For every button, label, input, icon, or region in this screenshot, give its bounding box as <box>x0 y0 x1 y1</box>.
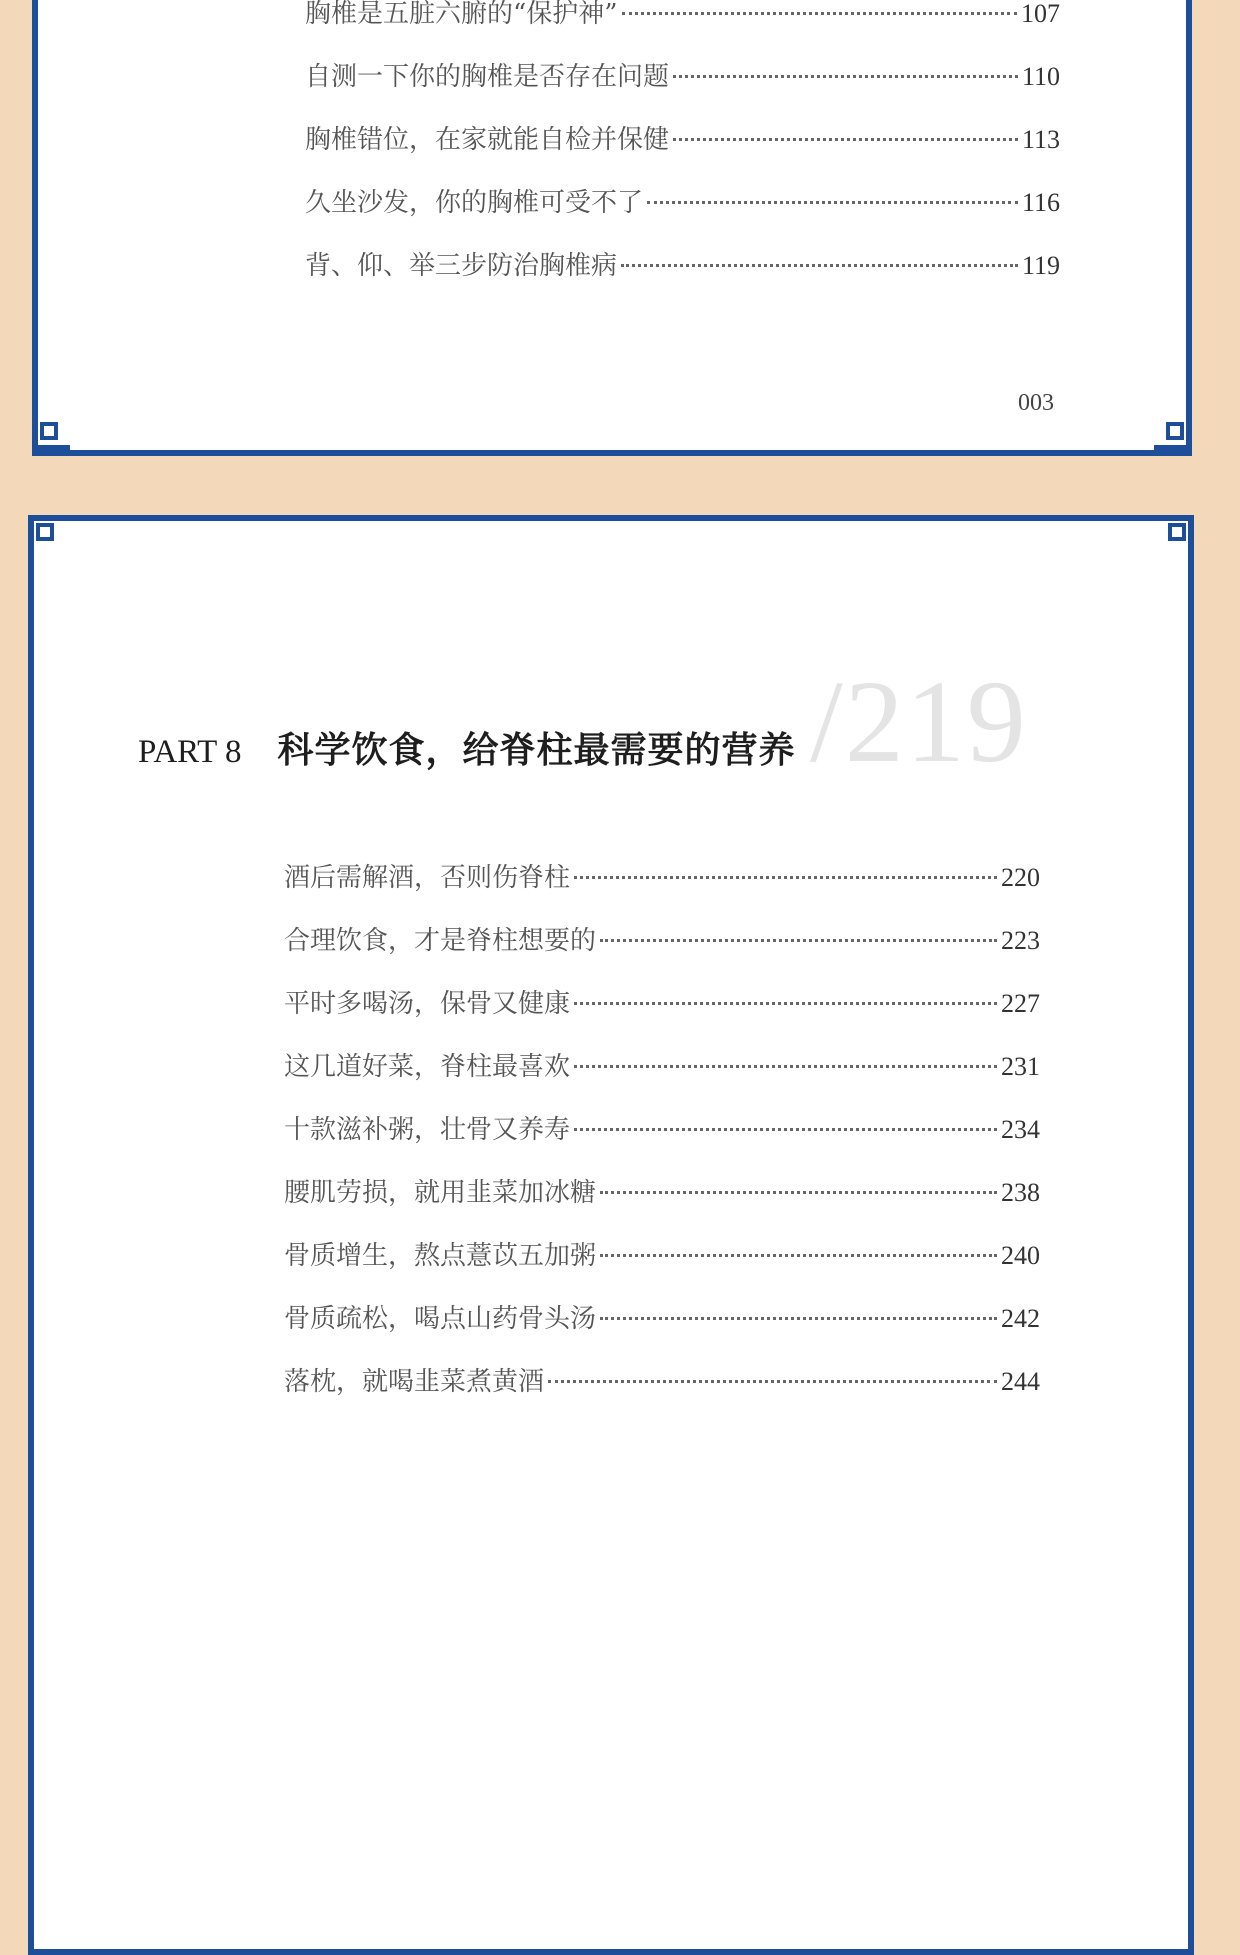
dot-leader <box>548 1380 997 1383</box>
toc-entry-page: 119 <box>1021 251 1060 280</box>
dot-leader <box>673 75 1018 78</box>
dot-leader <box>621 264 1018 267</box>
toc-entry[interactable] <box>284 1049 1040 1085</box>
dot-leader <box>574 1128 997 1131</box>
toc-entry-title: 平时多喝汤，保骨又健康 <box>284 989 571 1019</box>
toc-entry-title: 合理饮食，才是脊柱想要的 <box>284 926 597 956</box>
toc-entry[interactable] <box>284 1364 1040 1400</box>
part-title: 科学饮食，给脊柱最需要的营养 <box>277 729 796 771</box>
corner-ornament-bottom-left <box>32 410 72 450</box>
dot-leader <box>574 1065 997 1068</box>
corner-ornament-top-right <box>1154 515 1194 555</box>
dot-leader <box>574 1002 997 1005</box>
toc-entry-page: 234 <box>1001 1115 1040 1144</box>
toc-entry[interactable] <box>284 986 1040 1022</box>
toc-entry[interactable] <box>305 0 1060 32</box>
toc-entry[interactable] <box>284 860 1040 896</box>
toc-entry-title: 胸椎是五脏六腑的“保护神” <box>305 0 618 29</box>
toc-entry[interactable] <box>305 185 1060 221</box>
toc-entry-page: 227 <box>1001 989 1040 1018</box>
toc-entry[interactable] <box>284 923 1040 959</box>
toc-entry-page: 107 <box>1021 0 1060 28</box>
corner-ornament-bottom-right <box>1152 410 1192 450</box>
part-heading <box>138 722 796 773</box>
toc-entry-page: 116 <box>1021 188 1060 217</box>
toc-entry[interactable] <box>284 1175 1040 1211</box>
toc-entry-title: 骨质增生，熬点薏苡五加粥 <box>284 1241 597 1271</box>
toc-entry-page: 244 <box>1001 1367 1040 1396</box>
toc-entry-title: 背、仰、举三步防治胸椎病 <box>305 251 618 281</box>
part-start-page: /219 <box>810 656 1028 787</box>
toc-entry[interactable] <box>284 1301 1040 1337</box>
toc-entry-title: 胸椎错位，在家就能自检并保健 <box>305 125 670 155</box>
toc-entry[interactable] <box>305 122 1060 158</box>
toc-entry-page: 238 <box>1001 1178 1040 1207</box>
corner-ornament-top-left <box>28 515 68 555</box>
toc-entry[interactable] <box>284 1238 1040 1274</box>
toc-entry-title: 骨质疏松，喝点山药骨头汤 <box>284 1304 597 1334</box>
dot-leader <box>647 201 1018 204</box>
toc-entry-page: 110 <box>1021 62 1060 91</box>
toc-entry-page: 240 <box>1001 1241 1040 1270</box>
toc-entry-page: 220 <box>1001 863 1040 892</box>
toc-entry-title: 落枕，就喝韭菜煮黄酒 <box>284 1367 545 1397</box>
toc-entry-page: 113 <box>1021 125 1060 154</box>
toc-entry[interactable] <box>305 248 1060 284</box>
page-number: 003 <box>1018 390 1054 416</box>
toc-entry-page: 242 <box>1001 1304 1040 1333</box>
toc-entry-title: 这几道好菜，脊柱最喜欢 <box>284 1052 571 1082</box>
toc-entry-title: 十款滋补粥，壮骨又养寿 <box>284 1115 571 1145</box>
toc-entry[interactable] <box>284 1112 1040 1148</box>
toc-entry-title: 腰肌劳损，就用韭菜加冰糖 <box>284 1178 597 1208</box>
toc-entry-title: 自测一下你的胸椎是否存在问题 <box>305 62 670 92</box>
toc-entry-title: 久坐沙发，你的胸椎可受不了 <box>305 188 644 218</box>
toc-entry-title: 酒后需解酒，否则伤脊柱 <box>284 863 571 893</box>
toc-entry-page: 231 <box>1001 1052 1040 1081</box>
dot-leader <box>600 1317 997 1320</box>
toc-entry-page: 223 <box>1001 926 1040 955</box>
dot-leader <box>600 1254 997 1257</box>
dot-leader <box>574 876 997 879</box>
dot-leader <box>600 1191 997 1194</box>
part-label: PART 8 <box>138 734 242 770</box>
toc-entry[interactable] <box>305 59 1060 95</box>
dot-leader <box>673 138 1018 141</box>
dot-leader <box>600 939 997 942</box>
dot-leader <box>622 12 1017 15</box>
